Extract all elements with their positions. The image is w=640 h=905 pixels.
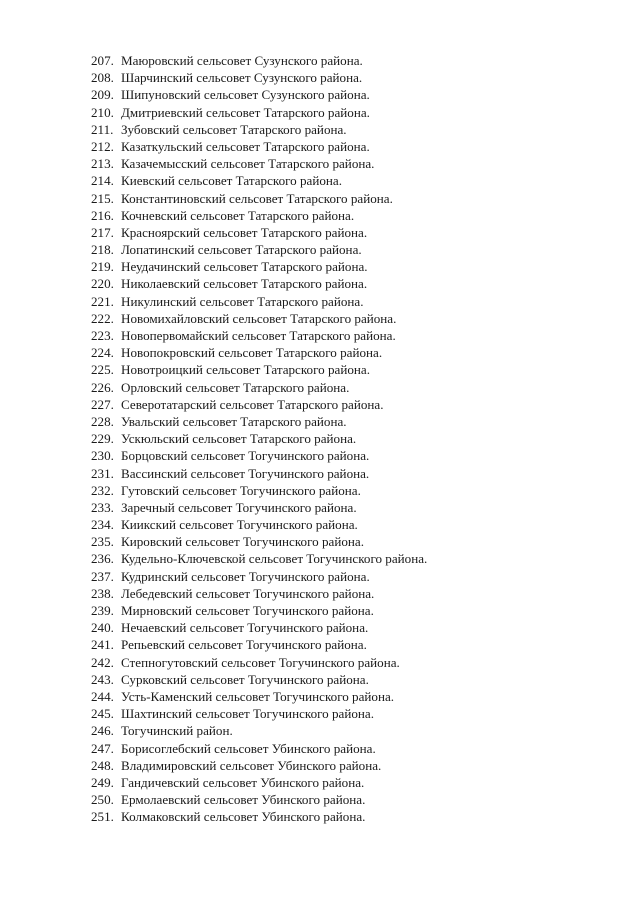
list-item-number: 216. — [91, 207, 114, 223]
list-item-text: Колмаковский сельсовет Убинского района. — [121, 809, 366, 825]
list-item-number: 223. — [91, 328, 114, 343]
list-item — [91, 361, 427, 378]
list-item — [91, 808, 427, 825]
list-item — [91, 155, 427, 172]
list-item-text: Киикский сельсовет Тогучинского района. — [121, 517, 358, 533]
list-item — [91, 430, 427, 447]
list-item-number: 219. — [91, 259, 114, 275]
list-item — [91, 396, 427, 413]
list-item-text: Борисоглебский сельсовет Убинского района. — [121, 740, 376, 756]
list-item-text: Новомихайловский сельсовет Татарского района. — [121, 310, 397, 326]
list-item-text: Неудачинский сельсовет Татарского района. — [121, 259, 368, 275]
list-item — [91, 654, 427, 671]
list-item-number: 239. — [91, 603, 114, 618]
list-item-number: 230. — [91, 448, 114, 464]
list-item — [91, 293, 427, 310]
list-item-number: 228. — [91, 413, 114, 429]
list-item-text: Шипуновский сельсовет Сузунского района. — [121, 87, 370, 103]
list-item-number: 207. — [91, 53, 114, 68]
list-item-number: 213. — [91, 156, 114, 172]
list-item — [91, 688, 427, 705]
list-item-text: Степногутовский сельсовет Тогучинского района. — [121, 654, 400, 670]
list-item — [91, 327, 427, 344]
list-item-number: 214. — [91, 173, 114, 189]
list-item-text: Красноярский сельсовет Татарского района. — [121, 224, 368, 240]
list-item-text: Ермолаевский сельсовет Убинского района. — [121, 792, 366, 808]
list-item-number: 244. — [91, 688, 114, 704]
list-item — [91, 740, 427, 757]
list-item — [91, 791, 427, 808]
list-item-number: 226. — [91, 379, 114, 395]
list-item — [91, 413, 427, 430]
list-item-number: 222. — [91, 310, 114, 326]
list-item-text: Вассинский сельсовет Тогучинского района. — [121, 465, 370, 481]
list-item-text: Николаевский сельсовет Татарского района. — [121, 276, 368, 292]
list-item-text: Тогучинский район. — [121, 723, 233, 739]
list-item-text: Гандичевский сельсовет Убинского района. — [121, 774, 365, 790]
list-item — [91, 172, 427, 189]
list-item — [91, 602, 427, 619]
list-item-text: Лопатинский сельсовет Татарского района. — [121, 242, 362, 258]
list-item-number: 240. — [91, 620, 114, 636]
list-item — [91, 310, 427, 327]
list-item-text: Усть-Каменский сельсовет Тогучинского района. — [121, 688, 395, 704]
list-item — [91, 104, 427, 121]
list-item-number: 224. — [91, 345, 114, 361]
list-item — [91, 379, 427, 396]
list-item — [91, 568, 427, 585]
list-item-number: 246. — [91, 723, 114, 739]
list-item-text: Константиновский сельсовет Татарского района. — [121, 190, 393, 206]
list-item-number: 238. — [91, 585, 114, 601]
list-item-number: 249. — [91, 774, 114, 790]
list-item — [91, 447, 427, 464]
list-item-text: Дмитриевский сельсовет Татарского района. — [121, 104, 370, 120]
list-item — [91, 241, 427, 258]
list-item-number: 215. — [91, 190, 114, 206]
list-item-number: 243. — [91, 671, 114, 687]
list-item-text: Новопервомайский сельсовет Татарского района. — [121, 328, 396, 343]
list-item — [91, 275, 427, 292]
list-item-text: Сурковский сельсовет Тогучинского района. — [121, 671, 369, 687]
list-item — [91, 619, 427, 636]
list-item-number: 232. — [91, 482, 114, 498]
list-item-text: Мирновский сельсовет Тогучинского района. — [121, 603, 374, 618]
list-item — [91, 207, 427, 224]
list-item-number: 221. — [91, 293, 114, 309]
list-item — [91, 52, 427, 69]
list-item — [91, 671, 427, 688]
list-item-text: Маюровский сельсовет Сузунского района. — [121, 53, 363, 68]
list-item — [91, 69, 427, 86]
numbered-list — [91, 52, 427, 825]
list-item-text: Борцовский сельсовет Тогучинского района. — [121, 448, 370, 464]
list-item — [91, 190, 427, 207]
list-item-number: 218. — [91, 242, 114, 258]
list-item-number: 235. — [91, 534, 114, 550]
list-item-number: 231. — [91, 465, 114, 481]
list-item-number: 212. — [91, 138, 114, 154]
list-item-text: Кочневский сельсовет Татарского района. — [121, 207, 355, 223]
list-item — [91, 86, 427, 103]
list-item-text: Нечаевский сельсовет Тогучинского района. — [121, 620, 369, 636]
list-item-text: Казаткульский сельсовет Татарского района. — [121, 138, 370, 154]
list-item-text: Кудельно-Ключевской сельсовет Тогучинского района. — [121, 551, 428, 567]
list-item-number: 247. — [91, 740, 114, 756]
list-item-text: Зубовский сельсовет Татарского района. — [121, 121, 347, 137]
list-item — [91, 533, 427, 550]
list-item-number: 236. — [91, 551, 114, 567]
list-item-text: Шарчинский сельсовет Сузунского района. — [121, 70, 363, 86]
list-item — [91, 344, 427, 361]
list-item-text: Никулинский сельсовет Татарского района. — [121, 293, 364, 309]
list-item-text: Увальский сельсовет Татарского района. — [121, 413, 347, 429]
list-item — [91, 465, 427, 482]
list-item-number: 241. — [91, 637, 114, 653]
list-item — [91, 705, 427, 722]
list-item-number: 233. — [91, 499, 114, 515]
list-item-text: Шахтинский сельсовет Тогучинского района. — [121, 706, 374, 722]
list-item-number: 217. — [91, 224, 114, 240]
list-item-text: Орловский сельсовет Татарского района. — [121, 379, 350, 395]
list-item-number: 210. — [91, 104, 114, 120]
list-item-number: 237. — [91, 568, 114, 584]
list-item — [91, 138, 427, 155]
list-item — [91, 585, 427, 602]
list-item — [91, 499, 427, 516]
list-item — [91, 224, 427, 241]
list-item-number: 248. — [91, 757, 114, 773]
list-item — [91, 757, 427, 774]
list-item-text: Ускюльский сельсовет Татарского района. — [121, 431, 357, 447]
list-item-text: Заречный сельсовет Тогучинского района. — [121, 499, 357, 515]
list-item-number: 251. — [91, 809, 114, 825]
list-item-number: 208. — [91, 70, 114, 86]
list-item-text: Казачемысский сельсовет Татарского района. — [121, 156, 375, 172]
list-item-text: Кировский сельсовет Тогучинского района. — [121, 534, 364, 550]
list-item — [91, 258, 427, 275]
list-item-number: 211. — [91, 121, 114, 137]
list-item-text: Киевский сельсовет Татарского района. — [121, 173, 342, 189]
list-item — [91, 774, 427, 791]
list-item-number: 242. — [91, 654, 114, 670]
list-item-text: Лебедевский сельсовет Тогучинского района. — [121, 585, 375, 601]
list-item-text: Новопокровский сельсовет Татарского района. — [121, 345, 383, 361]
list-item-number: 209. — [91, 87, 114, 103]
list-item-text: Владимировский сельсовет Убинского района. — [121, 757, 382, 773]
list-item-text: Гутовский сельсовет Тогучинского района. — [121, 482, 361, 498]
list-item — [91, 482, 427, 499]
list-item — [91, 516, 427, 533]
list-item — [91, 636, 427, 653]
list-item-number: 225. — [91, 362, 114, 378]
list-item-text: Северотатарский сельсовет Татарского района. — [121, 396, 384, 412]
list-item — [91, 121, 427, 138]
list-item-number: 250. — [91, 792, 114, 808]
list-item-number: 234. — [91, 517, 114, 533]
list-item — [91, 722, 427, 739]
list-item-text: Кудринский сельсовет Тогучинского района. — [121, 568, 370, 584]
list-item-text: Новотроицкий сельсовет Татарского района. — [121, 362, 370, 378]
list-item — [91, 550, 427, 567]
list-item-number: 245. — [91, 706, 114, 722]
list-item-text: Репьевский сельсовет Тогучинского района. — [121, 637, 367, 653]
list-item-number: 227. — [91, 396, 114, 412]
list-item-number: 229. — [91, 431, 114, 447]
list-item-number: 220. — [91, 276, 114, 292]
